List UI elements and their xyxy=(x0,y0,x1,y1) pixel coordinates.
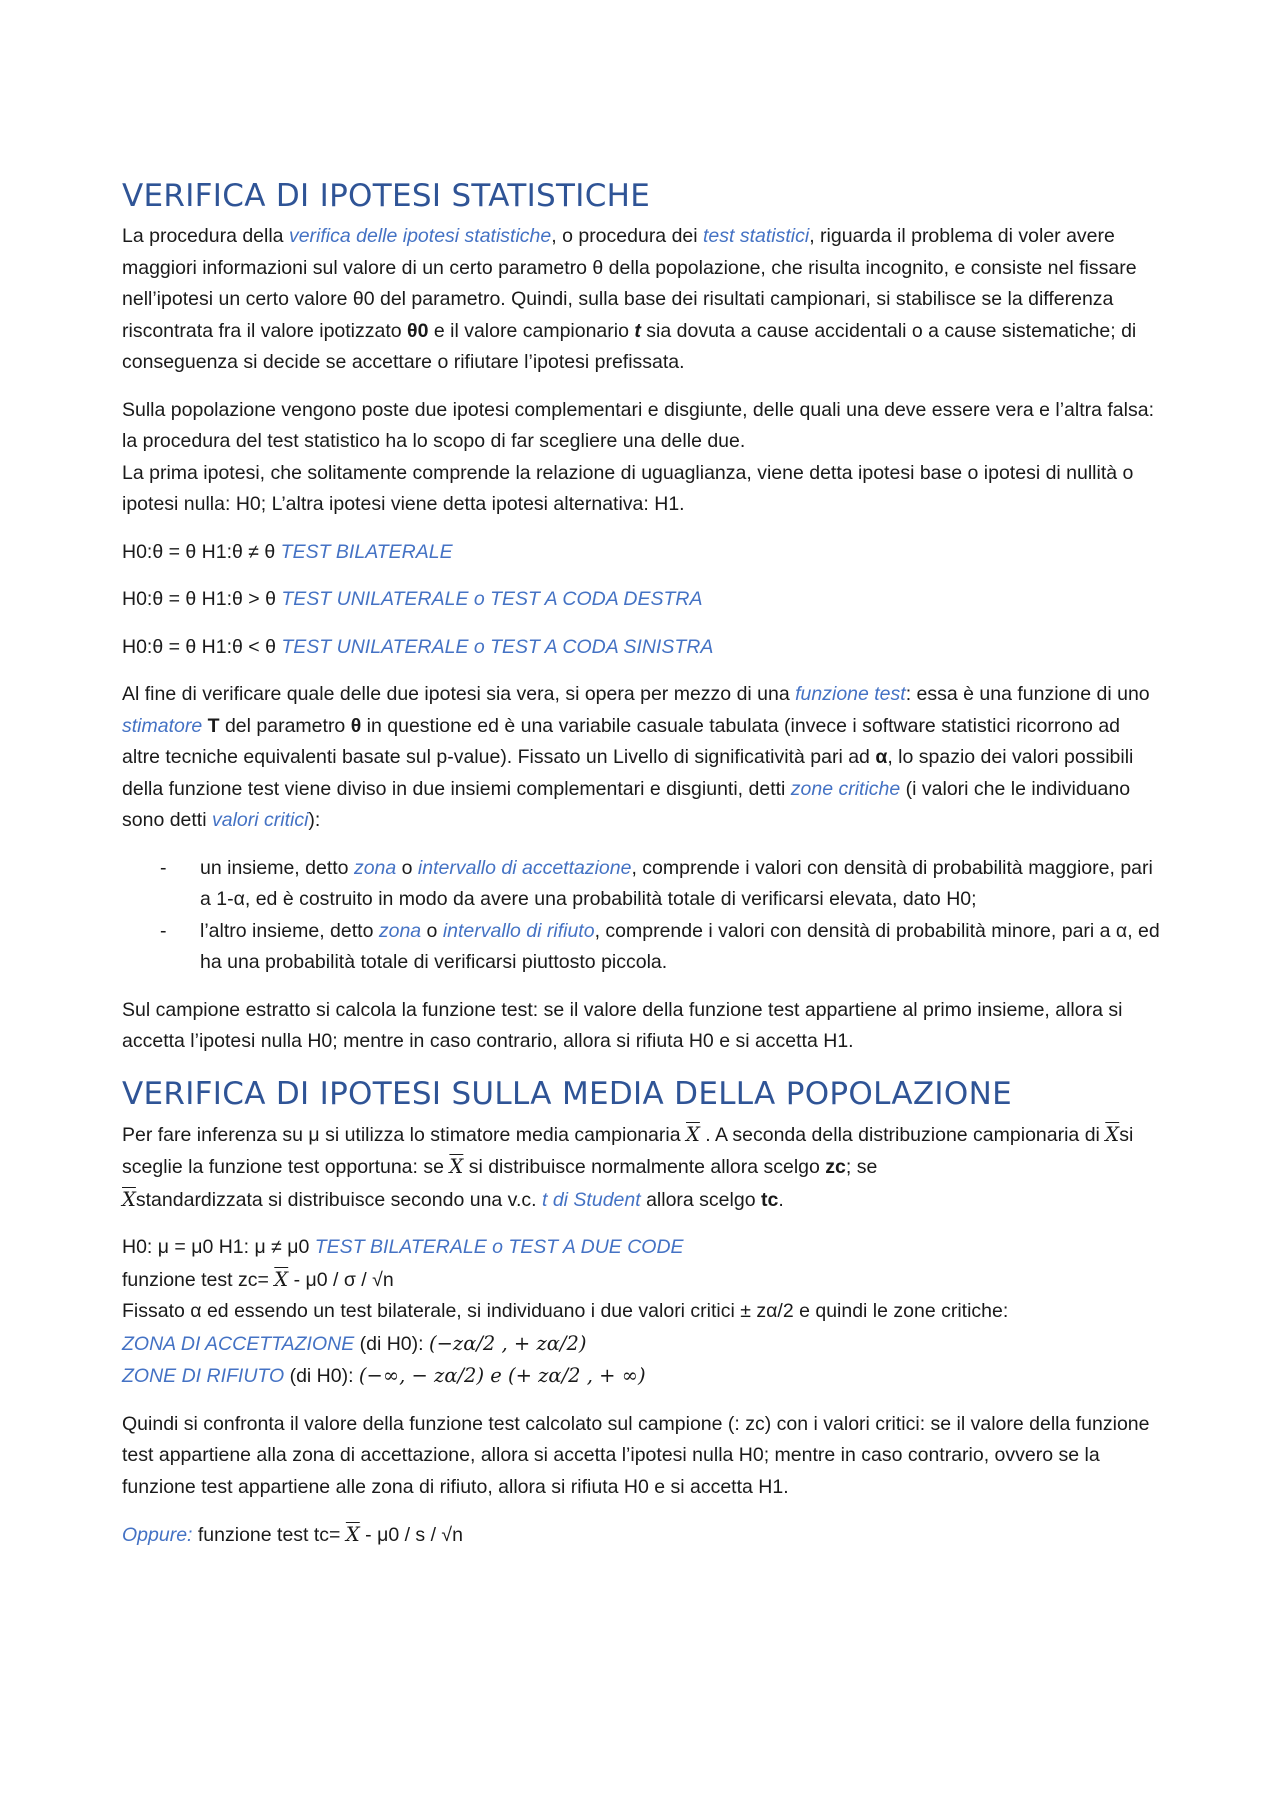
xbar-symbol: $\overline{X}$ xyxy=(685,1122,700,1146)
text: , lo spazio dei valori possibili della funzione test viene diviso in due insiemi complementari e disgiunti, detti xyxy=(122,746,1134,800)
formula-tc: - μ0 / s / √n xyxy=(359,1524,463,1546)
term-zona: zona xyxy=(378,919,422,942)
bold-T: T xyxy=(202,714,220,737)
paragraph-ipotesi xyxy=(122,395,1162,521)
bold-alpha: α xyxy=(875,746,888,768)
section-title-verifica-ipotesi: VERIFICA DI IPOTESI STATISTICHE xyxy=(122,178,651,214)
xbar-symbol: $\overline{X}$ xyxy=(449,1155,464,1178)
text: o xyxy=(396,856,418,879)
term-zone-rifiuto: ZONE DI RIFIUTO xyxy=(122,1365,285,1387)
text: , comprende i valori con densità di probabilità minore, pari a α, ed ha una probabilità totale di verificarsi piuttosto piccola. xyxy=(200,919,1160,973)
text: . A seconda della distribuzione campionaria di xyxy=(699,1123,1106,1146)
dash-bullet: - xyxy=(160,856,167,879)
xbar-symbol: $\overline{X}$ xyxy=(345,1523,360,1546)
text: , o procedura dei xyxy=(551,225,704,247)
term-valori-critici: valori critici xyxy=(211,809,309,831)
xbar-symbol: $\overline{X}$ xyxy=(122,1187,136,1211)
text: (di H0): xyxy=(284,1365,359,1387)
bold-t: t xyxy=(634,319,641,342)
term-funzione-test: funzione test xyxy=(795,683,906,705)
term-t-student: t di Student xyxy=(542,1188,641,1211)
paragraph-oppure xyxy=(122,1519,1162,1552)
test-coda-destra-line xyxy=(122,584,1162,616)
list-item xyxy=(122,916,1162,979)
text: (i valori che le individuano sono detti xyxy=(122,777,1131,831)
text: in questione ed è una variabile casuale tabulata (invece i software statistici ricorrono ad altre tecniche equivalenti basate sul p-value). Fissato un Livello di significatività pari ad xyxy=(122,714,1121,768)
term-zone-critiche: zone critiche xyxy=(790,777,901,800)
text: si sceglie la funzione test opportuna: se xyxy=(122,1123,1134,1178)
paragraph-intro xyxy=(122,221,1162,379)
interval-rifiuto: (−∞, − zα/2) e (+ zα/2 , + ∞) xyxy=(358,1364,646,1387)
text: La prima ipotesi, che solitamente comprende la relazione di uguaglianza, viene detta ipotesi base o ipotesi di nullità o ipotesi nulla: H0; L’altra ipotesi viene detta ipotesi alternativa: H1. xyxy=(122,461,1134,515)
test-label: TEST UNILATERALE o TEST A CODA SINISTRA xyxy=(281,635,714,658)
text: Sulla popolazione vengono poste due ipotesi complementari e disgiunte, delle quali una deve essere vera e l’altra falsa: la procedura del test statistico ha lo scopo di far scegliere una delle due. xyxy=(122,398,1154,452)
text: , comprende i valori con densità di probabilità maggiore, pari a 1-α, ed è costruito in modo da avere una probabilità totale di verificarsi elevata, dato H0; xyxy=(200,856,1153,910)
bold-theta0: θ0 xyxy=(407,319,429,342)
text: sia dovuta a cause accidentali o a cause sistematiche; di conseguenza si decide se accettare o rifiutare l’ipotesi prefissata. xyxy=(122,319,1137,373)
hypothesis-formula: H0: μ = μ0 H1: μ ≠ μ0 xyxy=(122,1236,315,1258)
text: , riguarda il problema di voler avere maggiori informazioni sul valore di un certo parametro θ della popolazione, che risulta incognito, e consiste nel fissare nell’ipotesi un certo valore θ0 del parametro. Quindi, sulla base dei risultati campionari, si stabilisce se la differenza riscontrata fra il valore ipotizzato xyxy=(122,225,1137,342)
text: l’altro insieme, detto xyxy=(200,919,379,942)
term-intervallo-rifiuto: intervallo di rifiuto xyxy=(442,919,595,942)
text: funzione test tc= xyxy=(192,1524,346,1546)
text: : essa è una funzione di uno xyxy=(905,683,1150,705)
test-coda-sinistra-line xyxy=(122,632,1162,664)
test-label: TEST BILATERALE o TEST A DUE CODE xyxy=(314,1236,684,1258)
term-oppure: Oppure: xyxy=(122,1524,193,1546)
text: Per fare inferenza su μ si utilizza lo stimatore media campionaria xyxy=(122,1123,686,1146)
term-zona-accettazione: ZONA DI ACCETTAZIONE xyxy=(122,1332,355,1355)
test-bilaterale-line xyxy=(122,537,1162,569)
paragraph-confronto: Quindi si confronta il valore della funzione test calcolato sul campione (: zc) con i valori critici: se il valore della funzione test appartiene alla zona di accettazione, allora si accetta l’ipotesi nulla H0; mentre in caso contrario, ovvero se la funzione test appartiene alle zona di rifiuto, allora si rifiuta H0 e si accetta H1. xyxy=(122,1412,1150,1498)
xbar-symbol: $\overline{X}$ xyxy=(1105,1122,1120,1146)
text: . xyxy=(778,1188,784,1211)
term-test-statistici: test statistici xyxy=(703,225,810,247)
paragraph-funzione-test xyxy=(122,679,1162,837)
text: La procedura della xyxy=(122,225,289,247)
term-verifica-ipotesi: verifica delle ipotesi statistiche xyxy=(288,225,552,247)
text: standardizzata si distribuisce secondo una v.c. xyxy=(135,1188,542,1211)
term-zona: zona xyxy=(353,856,397,879)
interval-accettazione: (−zα/2 , + zα/2) xyxy=(428,1331,587,1355)
list-item xyxy=(122,853,1162,916)
critical-zones-list xyxy=(122,853,1162,979)
dash-bullet: - xyxy=(160,919,167,942)
text: Al fine di verificare quale delle due ipotesi sia vera, si opera per mezzo di una xyxy=(122,683,796,705)
paragraph-inferenza-media xyxy=(122,1119,1162,1217)
term-intervallo-accettazione: intervallo di accettazione xyxy=(417,856,632,879)
text: e il valore campionario xyxy=(428,319,635,342)
text: (di H0): xyxy=(354,1332,429,1355)
hypothesis-formula: H0:θ = θ H1:θ > θ xyxy=(122,588,282,610)
text: allora scelgo xyxy=(640,1188,761,1211)
section-title-media-popolazione: VERIFICA DI IPOTESI SULLA MEDIA DELLA POPOLAZIONE xyxy=(122,1075,1012,1112)
term-stimatore: stimatore xyxy=(122,714,203,737)
xbar-symbol: $\overline{X}$ xyxy=(274,1267,289,1291)
bold-theta: θ xyxy=(350,714,362,737)
text: funzione test zc= xyxy=(122,1268,275,1291)
paragraph-test-media xyxy=(122,1232,1162,1393)
text: del parametro xyxy=(219,714,351,737)
text: ; se xyxy=(845,1156,878,1178)
bold-tc: tc xyxy=(760,1188,779,1211)
test-label: TEST UNILATERALE o TEST A CODA DESTRA xyxy=(281,588,703,610)
paragraph-campione: Sul campione estratto si calcola la funzione test: se il valore della funzione test appartiene al primo insieme, allora si accetta l’ipotesi nulla H0; mentre in caso contrario, allora si rifiuta H0 e si accetta H1. xyxy=(122,998,1123,1052)
text: si distribuisce normalmente allora scelgo xyxy=(463,1156,826,1178)
document-page xyxy=(122,176,1162,1568)
test-label: TEST BILATERALE xyxy=(280,540,453,563)
text: un insieme, detto xyxy=(200,856,354,879)
text: Fissato α ed essendo un test bilaterale, si individuano i due valori critici ± zα/2 e quindi le zone critiche: xyxy=(122,1300,1009,1322)
bold-zc: zc xyxy=(825,1156,846,1178)
text: ): xyxy=(308,809,321,831)
text: o xyxy=(421,919,443,942)
formula-zc: - μ0 / σ / √n xyxy=(288,1268,394,1291)
hypothesis-formula: H0:θ = θ H1:θ < θ xyxy=(122,635,282,658)
hypothesis-formula: H0:θ = θ H1:θ ≠ θ xyxy=(122,540,281,563)
